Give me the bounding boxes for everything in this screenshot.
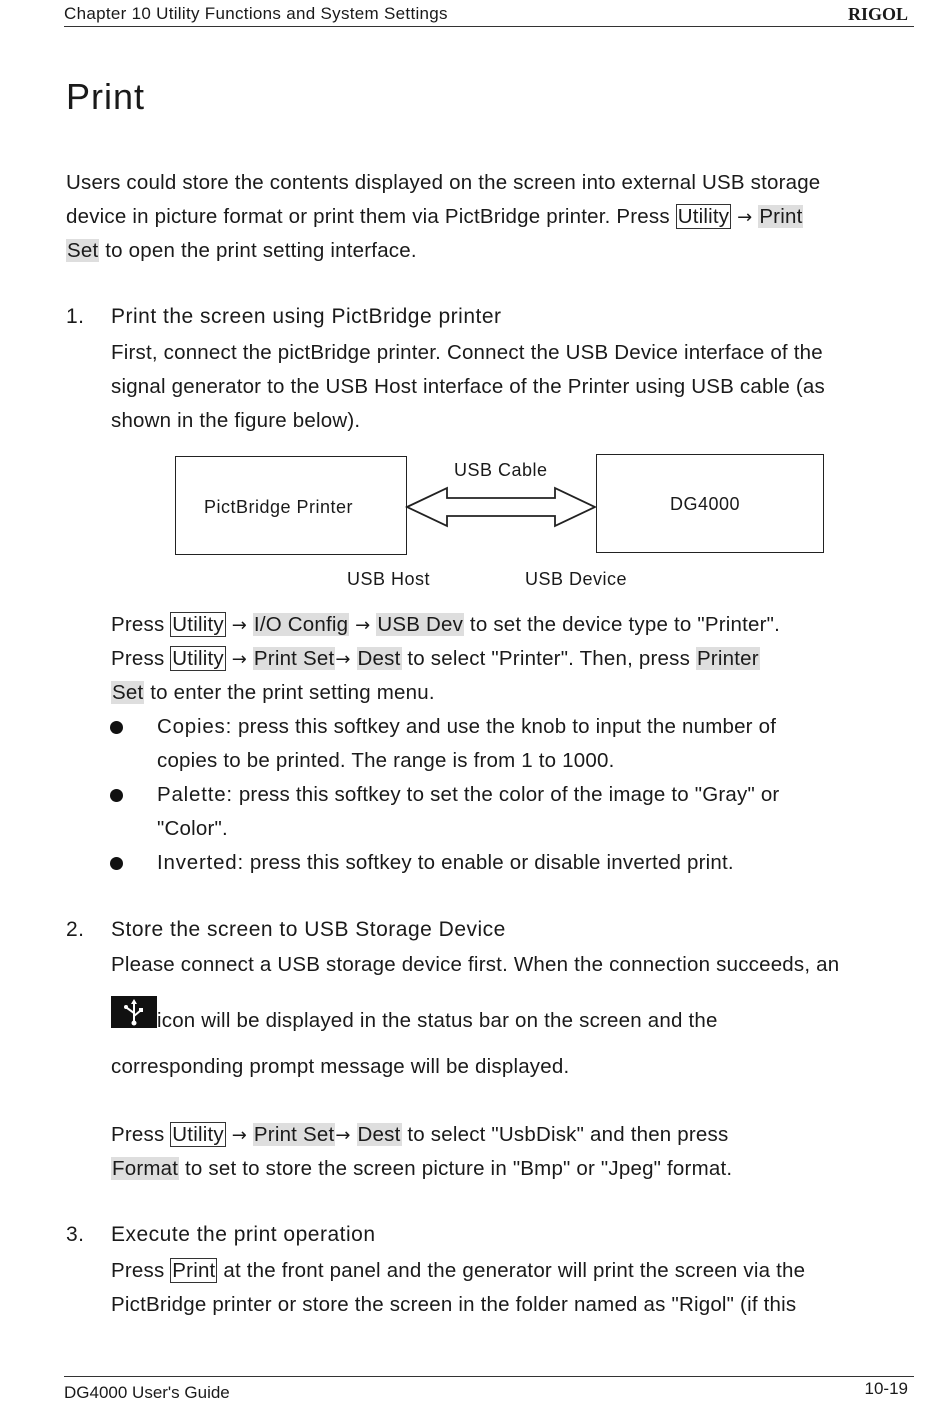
print-set-softkey[interactable]: Print — [759, 205, 803, 228]
inverted-term: Inverted: — [157, 851, 244, 874]
print-set-softkey[interactable]: Print Set — [253, 647, 335, 670]
palette-line-2: "Color". — [157, 817, 228, 840]
utility-key[interactable]: Utility — [172, 647, 224, 670]
section-2-heading: Store the screen to USB Storage Device — [111, 918, 506, 941]
page-header — [64, 4, 914, 27]
section-3-heading: Execute the print operation — [111, 1223, 376, 1246]
utility-key[interactable]: Utility — [677, 205, 730, 228]
utility-key[interactable]: Utility — [172, 1123, 224, 1146]
print-set-softkey-cont[interactable]: Set — [67, 239, 99, 262]
io-config-softkey[interactable]: I/O Config — [253, 613, 349, 636]
copies-term: Copies: — [157, 715, 233, 738]
brand-logo: RIGOL — [847, 4, 908, 24]
usb-cable-arrow — [405, 484, 597, 530]
page-footer — [64, 1376, 914, 1402]
print-set-softkey[interactable]: Print Set — [253, 1123, 335, 1146]
s2-line-4: Press Utility → Print Set→ Dest to select "UsbDisk" and then press — [111, 1123, 729, 1146]
printer-label: PictBridge Printer — [204, 497, 354, 517]
palette-term: Palette: — [157, 783, 233, 806]
page-number: 10-19 — [864, 1379, 908, 1398]
format-softkey[interactable]: Format — [112, 1157, 179, 1180]
usb-cable-label: USB Cable — [454, 460, 548, 480]
intro-line-1: Users could store the contents displayed on the screen into external USB storage — [66, 171, 821, 194]
s1-line-1: First, connect the pictBridge printer. Connect the USB Device interface of the — [111, 341, 823, 364]
copies-line-2: copies to be printed. The range is from 1 to 1000. — [157, 749, 615, 772]
bullet-dot — [110, 857, 123, 870]
section-3-number: 3. — [66, 1223, 85, 1246]
usb-device-label: USB Device — [525, 569, 628, 589]
s1b-line-3: Set to enter the print setting menu. — [112, 681, 435, 704]
dg4000-label: DG4000 — [670, 494, 741, 514]
s2-line-1: Please connect a USB storage device first. When the connection succeeds, an — [111, 953, 840, 976]
usb-host-label: USB Host — [347, 569, 431, 589]
usb-dev-softkey[interactable]: USB Dev — [377, 613, 464, 636]
inverted-line-1: Inverted: press this softkey to enable or disable inverted print. — [157, 851, 734, 874]
s2-line-3: corresponding prompt message will be displayed. — [111, 1055, 570, 1078]
bullet-dot — [110, 721, 123, 734]
printer-set-softkey[interactable]: Printer — [696, 647, 759, 670]
utility-key[interactable]: Utility — [172, 613, 224, 636]
usb-icon — [111, 996, 157, 1028]
s3-line-1: Press Print at the front panel and the generator will print the screen via the — [111, 1259, 806, 1282]
print-key[interactable]: Print — [172, 1259, 216, 1282]
s1-line-3: shown in the figure below). — [111, 409, 361, 432]
intro-line-3: Set to open the print setting interface. — [67, 239, 417, 262]
section-1-heading: Print the screen using PictBridge printer — [111, 305, 502, 328]
section-2-number: 2. — [66, 918, 85, 941]
s2-line-2: icon will be displayed in the status bar on the screen and the — [157, 1009, 718, 1032]
s1b-line-1: Press Utility → I/O Config → USB Dev to set the device type to "Printer". — [111, 613, 780, 636]
printer-set-softkey-cont[interactable]: Set — [112, 681, 144, 704]
s1-line-2: signal generator to the USB Host interface of the Printer using USB cable (as — [111, 375, 825, 398]
dest-softkey[interactable]: Dest — [357, 1123, 401, 1146]
s2-line-5: Format to set to store the screen picture in "Bmp" or "Jpeg" format. — [112, 1157, 733, 1180]
s3-line-2: PictBridge printer or store the screen in the folder named as "Rigol" (if this — [111, 1293, 797, 1316]
dest-softkey[interactable]: Dest — [357, 647, 401, 670]
page-title: Print — [66, 76, 146, 117]
section-1-number: 1. — [66, 305, 85, 328]
palette-line-1: Palette: press this softkey to set the color of the image to "Gray" or — [157, 783, 780, 806]
copies-line-1: Copies: press this softkey and use the knob to input the number of — [157, 715, 777, 738]
bullet-dot — [110, 789, 123, 802]
s1b-line-2: Press Utility → Print Set→ Dest to select "Printer". Then, press Printer — [111, 647, 759, 670]
intro-line-2: device in picture format or print them via PictBridge printer. Press Utility → Print — [66, 205, 803, 228]
guide-title: DG4000 User's Guide — [64, 1383, 230, 1402]
chapter-title: Chapter 10 Utility Functions and System Settings — [64, 4, 448, 23]
